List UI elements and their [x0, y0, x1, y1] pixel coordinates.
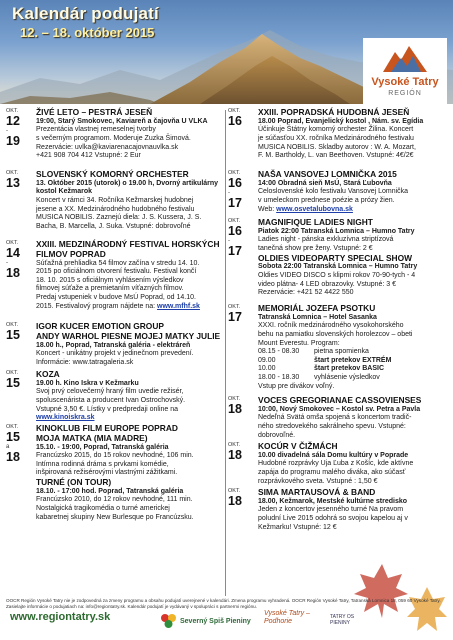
- event-ev-leto: OKT. 12 - 19 ŽIVÉ LETO – PESTRÁ JESEŇ 19:00, Starý Smokovec, Kaviareň a čajovňa U VLKA Prezentácia vlastnej remeselnej tvorby s večerným programom. Moderuje Zuzka Šimová. Rezervácie: uvlka@kaviarenacajovnauvlka.sk +421 908 704 412 Vstupné: 2 Eur: [4, 108, 226, 168]
- event-orchester: OKT. 13 SLOVENSKÝ KOMORNÝ ORCHESTER 13. Október 2015 (utorok) o 19.00 h, Dvorný artikulárny kostol Kežmarok Koncert v rámci 34. Ročníka Kežmarskej hudobnej jesene a XX. Medzinárodného hudobného festivalu MUSICA NOBILIS. Zaznejú diela: J. S. Kussera, J. S. Bacha, B. Marcella, J. Suka. Vstupné: dobrovoľné: [4, 170, 226, 238]
- event-date: OKT. 16 - 17: [228, 170, 242, 210]
- event-title: KOCÚR V ČIŽMÁCH: [258, 441, 338, 451]
- event-venue-2: Sobota 22:00 Tatranská Lomnica – Humno Tatry: [258, 263, 418, 271]
- event-date: OKT. 15 a 18: [6, 424, 20, 464]
- partner-logo-2: Vysoké Tatry – Podhorie: [264, 610, 310, 625]
- event-venue-2: 18.10. - 17:00 hod. Poprad, Tatranská galéria: [36, 487, 184, 495]
- event-venue: 15.10. - 19:00, Poprad, Tatranská galéria: [36, 443, 169, 451]
- left-column: [4, 108, 226, 548]
- event-date: OKT. 18: [228, 396, 242, 416]
- event-title: VOCES GREGORIANAE CASSOVIENSES: [258, 395, 422, 405]
- event-date: OKT. 16 - 17: [228, 218, 242, 258]
- event-date: OKT. 15: [6, 370, 20, 390]
- event-sima: OKT. 18 SIMA MARTAUSOVÁ & BAND 18.00, Kežmarok, Mestské kultúrne stredisko Jeden z koncertov jesenného turné Na pravom poludní Live 2015 odohrá so svojou kapelou aj v Kežmarku! Vstupné: 12 €: [226, 488, 450, 532]
- event-venue: 13. Október 2015 (utorok) o 19.00 h, Dvorný artikulárny kostol Kežmarok: [36, 179, 219, 196]
- event-title: MAGNIFIQUE LADIES NIGHT: [258, 217, 373, 227]
- event-kinoklub: OKT. 15 a 18 KINOKLUB FILM EUROPE POPRAD MOJA MATKA (MIA MADRE) 15.10. - 19:00, Poprad, Tatranská galéria Francúzsko 2015, do 15 rokov nevhodné, 106 min. Intímna rodinná dráma s prvkami komédie, inšpirovaná režisérovými vlastnými zážitkami. TURNÉ (ON TOUR) 18.10. - 17:00 hod. Poprad, Tatranská galéria Francúzsko 2010, do 12 rokov nevhodné, 111 min. Nostalgická tragikomédia o turné americkej kabaretnej skupiny New Burlesque po Francúzsku.: [4, 424, 226, 536]
- page-title: Kalendár podujatí: [12, 4, 159, 23]
- right-column: [226, 108, 450, 548]
- festival-link[interactable]: www.mfhf.sk: [157, 302, 200, 310]
- event-venue: 18.00 h., Poprad, Tatranská galéria - elektráreň: [36, 341, 191, 349]
- website-link[interactable]: www.regiontatry.sk: [10, 611, 111, 623]
- event-title: KINOKLUB FILM EUROPE POPRAD: [36, 423, 178, 433]
- event-venue: 19:00, Starý Smokovec, Kaviareň a čajovňa U VLKA: [36, 117, 208, 125]
- event-venue: Tatranská Lomnica – Hotel Sasanka: [258, 313, 377, 321]
- event-date: OKT. 12 - 19: [6, 108, 20, 148]
- event-venue: 19.00 h. Kino Iskra v Kežmarku: [36, 379, 139, 387]
- header-banner: [0, 0, 453, 104]
- logo-peaks-icon: [381, 42, 429, 74]
- kino-link[interactable]: www.kinoiskra.sk: [36, 414, 95, 422]
- event-date: OKT. 16: [228, 108, 242, 128]
- autumn-leaf-icon: [405, 585, 449, 635]
- footer-note: OOCR Región Vysoké Tatry nie je zodpovedná za zmeny programu a obsahu podujatí uverejnené v kalendári. Zmena programu vyhradená. OOCR Región Vysoké Tatry, Tatranská Lomnica 18, 059 60 Vysoké Tatry. Zasielajte informácie o podujatiach na: info@regiontatry.sk. Kalendár podujatí je vydávaný v spolupráci s partnermi regiónu.: [6, 598, 441, 609]
- event-hudobna-jesen: OKT. 16 XXIII. POPRADSKÁ HUDOBNÁ JESEŇ 18.00 Poprad, Evanjelický kostol , Nám. sv. Egídia Účinkuje Štátny komorný orchester Žilina. Koncert je súčasťou XX. ročníka Medzinárodného festivalu MUSICA NOBILIS. Skladby autorov : W. A. Mozart, F. M. Bartholdy, L. van Beethoven. Vstupné: 4€/2€: [226, 108, 450, 168]
- partner-logo-1: Severný Spiš Pieniny: [180, 618, 251, 625]
- event-venue: 10.00 divadelná sála Domu kultúry v Poprade: [258, 451, 409, 459]
- event-date: OKT. 14 - 18: [6, 240, 20, 280]
- date-range: 12. – 18. október 2015: [20, 25, 155, 40]
- event-ladies-night: OKT. 16 - 17 MAGNIFIQUE LADIES NIGHT Piatok 22:00 Tatranská Lomnica – Humno Tatry Ladies night - pánska exkluzívna striptízová tanečná show pre ženy. Vstupné: 2 € OLDIES VIDEOPARTY SPECIAL SHOW Sobota 22:00 Tatranská Lomnica – Humno Tatry Oldies VIDEO DISCO s klipmi rokov 70-90-tych - 4 video plátna- 4 LED obrazovky. Vstupné: 3 € Rezervácie: +421 52 4422 550: [226, 218, 450, 302]
- event-date: OKT. 18: [228, 442, 242, 462]
- event-kocur: OKT. 18 KOCÚR V ČIŽMÁCH 10.00 divadelná sála Domu kultúry v Poprade Hudobné rozprávky Uja Ľuba z Košíc, kde aktívne zapája do programu malého diváka, ako súčasť rozprávkového sveta. Vstupné : 1,50 €: [226, 442, 450, 486]
- schedule-row: 08.15 - 08.30 pietna spomienka: [258, 348, 369, 356]
- logo-region: REGIÓN: [388, 90, 422, 97]
- event-date: OKT. 17: [228, 304, 242, 324]
- event-title: SIMA MARTAUSOVÁ & BAND: [258, 487, 376, 497]
- logo-name: Vysoké Tatry: [371, 76, 439, 88]
- event-venue: 14:00 Obradná sieň MsÚ, Stará Ľubovňa: [258, 179, 392, 187]
- event-title: XXIII. POPRADSKÁ HUDOBNÁ JESEŇ: [258, 107, 410, 117]
- event-title-3: TURNÉ (ON TOUR): [36, 476, 112, 487]
- osveta-link[interactable]: www.osvetalubovna.sk: [276, 205, 353, 213]
- schedule-row: 09.00 štart pretekov EXTRÉM: [258, 356, 392, 364]
- vysoke-tatry-logo: [363, 38, 447, 104]
- event-title: XXIII. MEDZINÁRODNÝ FESTIVAL HORSKÝCH FILMOV POPRAD: [36, 239, 220, 259]
- event-title: KOZA: [36, 369, 60, 379]
- event-lomnicka: OKT. 16 - 17 NAŠA VANSOVEJ LOMNIČKA 2015 14:00 Obradná sieň MsÚ, Stará Ľubovňa Celoslovenské kolo festivalu Vansovej Lomnička v umeleckom prednese poézie a prózy žien. Web: www.osvetalubovna.sk: [226, 170, 450, 216]
- event-title: IGOR KUCER EMOTION GROUP: [36, 321, 164, 331]
- partner-logos: [160, 608, 400, 638]
- partner-logo-3: TATRY OS PIENINY: [330, 614, 355, 626]
- event-venue: 10:00, Nový Smokovec – Kostol sv. Petra a Pavla: [258, 405, 421, 413]
- severny-spis-logo-icon: [160, 612, 178, 630]
- event-title-2: OLDIES VIDEOPARTY SPECIAL SHOW: [258, 252, 413, 263]
- event-venue: 18.00, Kežmarok, Mestské kultúrne stredisko: [258, 497, 408, 505]
- event-voces: OKT. 18 VOCES GREGORIANAE CASSOVIENSES 10:00, Nový Smokovec – Kostol sv. Petra a Pavla Nedeľná Svätá omša spojená s koncertom tradič- ného stredovekého sakrálneho spevu. Vstupné: dobrovoľné.: [226, 396, 450, 440]
- schedule-row: 18.00 - 18.30 vyhlásenie výsledkov: [258, 373, 380, 381]
- event-venue: 18.00 Poprad, Evanjelický kostol , Nám. sv. Egídia: [258, 117, 424, 125]
- event-date: OKT. 13: [6, 170, 20, 190]
- event-date: OKT. 18: [228, 488, 242, 508]
- event-title: ŽIVÉ LETO – PESTRÁ JESEŇ: [36, 107, 153, 117]
- event-koza: OKT. 15 KOZA 19.00 h. Kino Iskra v Kežmarku Svoj prvý celovečerný hraný film uvedie režisér, spoluscenárista a producent Ivan Ostrochovský. Vstupné 3,50 €. Lístky v predpredaji online na www.kinoiskra.sk: [4, 370, 226, 422]
- event-film-festival: OKT. 14 - 18 XXIII. MEDZINÁRODNÝ FESTIVAL HORSKÝCH FILMOV POPRAD Súťažná prehliadka 54 filmov začína v stredu 14. 10. 2015 po oficiálnom otvorení festivalu. Festival končí 18. 10. 2015 s oficiálnym vyhlásením výsledkov filmovej súťaže a premietaním víťazných filmov. Predaj vstupeniek v budove MsÚ Poprad, od 14.10. 2015. Festivalový program nájdete na: www.mfhf.sk: [4, 240, 226, 320]
- schedule-row: 10.00 štart pretekov BASIC: [258, 365, 385, 373]
- event-title: MEMORIÁL JOZEFA PSOTKU: [258, 303, 376, 313]
- event-memorial: OKT. 17 MEMORIÁL JOZEFA PSOTKU Tatranská Lomnica – Hotel Sasanka XXXI. ročník medzinárodného vysokohorského behu na pamiatku slovenských horolezcov – obeti Mount Everestu. Program: 08.15 - 08.30 pietna spomienka 09.00 štart pretekov EXTRÉM 10.00 štart pretekov BASIC 18.00 - 18.30 vyhlásenie výsledkov Vstup pre divákov voľný.: [226, 304, 450, 394]
- event-title-2: MOJA MATKA (MIA MADRE): [36, 432, 148, 443]
- event-warhol: OKT. 15 IGOR KUCER EMOTION GROUP ANDY WARHOL PIESNE MOJEJ MATKY JULIE 18.00 h., Poprad, Tatranská galéria - elektráreň Koncert - unikátny projekt v jedinečnom prevedení. Informácie: www.tatragaleria.sk: [4, 322, 226, 368]
- event-date: OKT. 15: [6, 322, 20, 342]
- event-title: NAŠA VANSOVEJ LOMNIČKA 2015: [258, 169, 397, 179]
- event-title: SLOVENSKÝ KOMORNÝ ORCHESTER: [36, 169, 189, 179]
- event-venue: Piatok 22:00 Tatranská Lomnica – Humno Tatry: [258, 227, 415, 235]
- event-title-2: ANDY WARHOL PIESNE MOJEJ MATKY JULIE: [36, 330, 221, 341]
